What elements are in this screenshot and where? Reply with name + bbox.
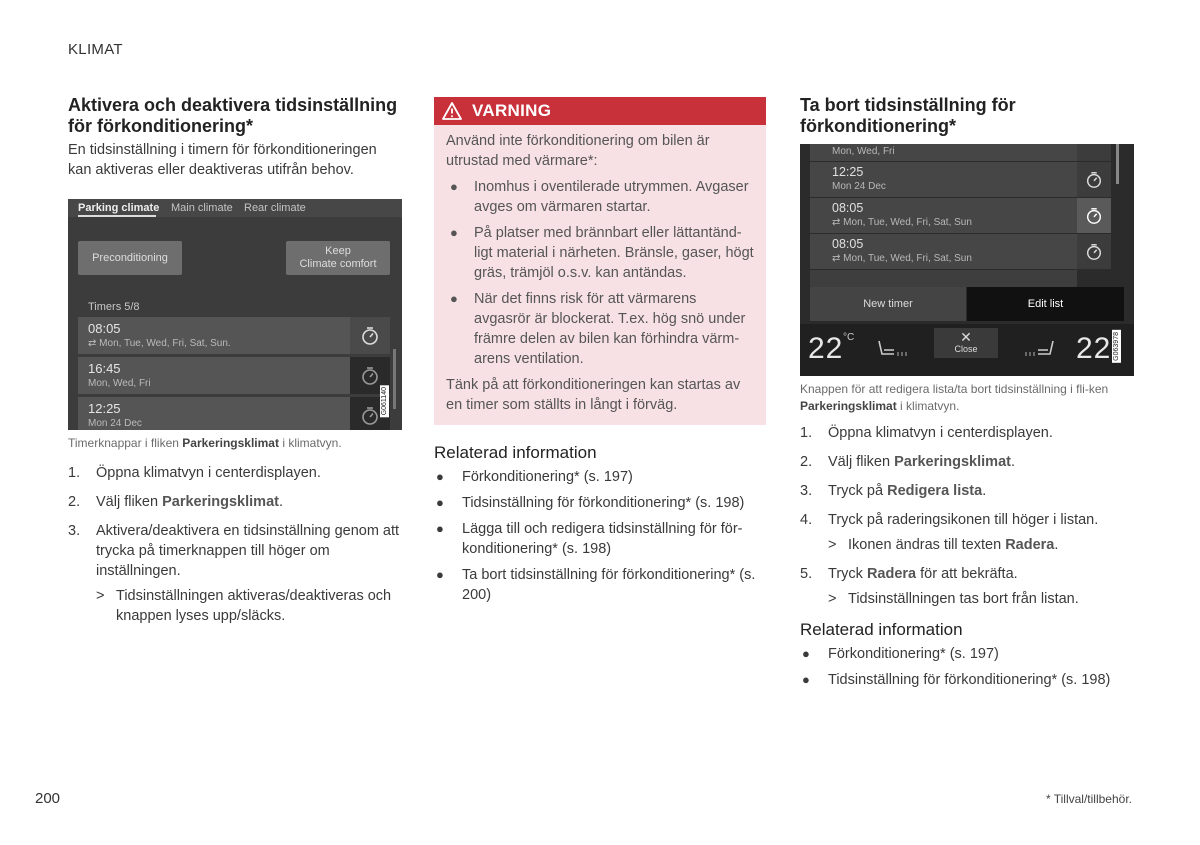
tab-parking-climate: Parking climate — [78, 202, 160, 214]
timer-days: Mon 24 Dec — [88, 418, 142, 429]
timer-row — [810, 144, 1077, 161]
related-link[interactable]: ● Förkonditionering* (s. 197) — [802, 646, 999, 662]
step-item: 3. Tryck på Redigera lista. — [800, 483, 987, 499]
tab-main-climate: Main climate — [171, 202, 233, 214]
timer-icon — [360, 406, 380, 426]
timer-icon — [1085, 243, 1103, 261]
timer-days: ⇄ Mon, Tue, Wed, Fri, Sat, Sun — [832, 253, 972, 264]
step-item: 3. Aktivera/deaktivera en tidsinställning genom att trycka på timerknappen till höger om inställningen. > Tidsinställningen aktiveras/deaktiveras och knappen lyses upp/släcks. — [68, 521, 402, 626]
related-link[interactable]: ● Lägga till och redigera tidsinställning för för-konditionering* (s. 198) — [436, 521, 743, 557]
close-icon: ✕ — [960, 329, 972, 345]
timer-icon — [360, 326, 380, 346]
keep-climate-button — [286, 241, 390, 275]
related-info-title: Relaterad information — [434, 443, 597, 462]
temp-unit: °C — [843, 332, 855, 343]
edit-list-screen-image — [800, 144, 1134, 376]
page-number: 200 — [35, 790, 61, 807]
climate-comfort-label: Climate comfort — [299, 258, 377, 270]
climate-bar — [800, 324, 1134, 376]
warning-bullet: ● På platser med brännbart eller lättantänd-ligt material i närheten. Bränsle, gaser, högt gräs, trämjöl o.s.v. kan antändas. — [450, 225, 754, 281]
related-info-list — [434, 467, 766, 605]
new-timer-button: New timer — [810, 287, 966, 321]
step-item: 1. Öppna klimatvyn i centerdisplayen. — [68, 465, 321, 481]
repeat-icon: ⇄ — [88, 338, 100, 349]
timer-icon — [360, 366, 380, 386]
left-column — [68, 95, 402, 635]
close-label: Close — [954, 344, 978, 354]
intro-text: En tidsinställning i timern för förkonditioneringen kan aktiveras eller deaktiveras utifrån behov. — [68, 142, 377, 178]
timer-days — [88, 338, 231, 349]
timers-count: Timers 5/8 — [88, 301, 140, 313]
timer-days: Mon, Wed, Fri — [832, 146, 895, 157]
timer-row — [810, 162, 1077, 197]
image-caption: Timerknappar i fliken Parkeringsklimat i klimatvyn. — [68, 436, 342, 450]
keep-label: Keep — [325, 245, 351, 257]
timer-days-text: Mon, Tue, Wed, Fri, Sat, Sun. — [99, 338, 231, 349]
related-link[interactable]: ● Förkonditionering* (s. 197) — [436, 469, 633, 485]
seat-heat-right-icon — [1020, 338, 1056, 360]
timer-time: 12:25 — [832, 165, 864, 179]
timer-days: ⇄ Mon, Tue, Wed, Fri, Sat, Sun — [832, 217, 972, 228]
related-link[interactable]: ● Tidsinställning för förkonditionering* (s. 198) — [802, 672, 1111, 688]
image-caption: Knappen för att redigera lista/ta bort tidsinställning i fli-ken Parkeringsklimat i klimatvyn. — [800, 382, 1109, 413]
scrollbar — [1116, 144, 1119, 184]
temp-right: 22 — [1076, 332, 1112, 365]
climate-tabs — [68, 199, 402, 217]
step-result: > Tidsinställningen aktiveras/deaktiveras och knappen lyses upp/släcks. — [96, 588, 392, 624]
timer-row — [78, 317, 350, 354]
step-result: > Tidsinställningen tas bort från listan. — [828, 591, 1079, 607]
temp-left: 22 — [808, 332, 844, 365]
middle-column — [434, 97, 766, 611]
timer-icon — [1085, 207, 1103, 225]
related-link[interactable]: ● Ta bort tidsinställning för förkonditionering* (s. 200) — [436, 567, 756, 603]
edit-list-button: Edit list — [967, 287, 1124, 321]
warning-triangle-icon — [442, 102, 462, 120]
timer-button — [1077, 198, 1111, 233]
warning-bullets — [446, 177, 754, 369]
timer-button — [1077, 162, 1111, 197]
timer-days: Mon, Wed, Fri — [88, 378, 151, 389]
timer-row — [810, 234, 1077, 269]
preconditioning-button: Preconditioning — [78, 241, 182, 275]
timer-time: 08:05 — [832, 201, 864, 215]
timer-days: Mon 24 Dec — [832, 181, 886, 192]
step-item: 4. Tryck på raderingsikonen till höger i listan. > Ikonen ändras till texten Radera. — [800, 510, 1134, 555]
timer-button — [1077, 234, 1111, 269]
repeat-icon: ⇄ — [832, 253, 844, 264]
seat-heat-left-icon — [876, 338, 912, 360]
related-info-title: Relaterad information — [800, 620, 963, 639]
image-code: G061140 — [381, 387, 388, 416]
timer-time: 16:45 — [88, 361, 121, 376]
warning-outro: Tänk på att förkonditioneringen kan startas av en timer som ställts in långt i förväg. — [446, 377, 741, 413]
related-link[interactable]: ● Tidsinställning för förkonditionering* (s. 198) — [436, 495, 745, 511]
related-info-list — [800, 644, 1134, 690]
warning-box — [434, 97, 766, 425]
warning-bullet: ● När det finns risk för att värmarens avgasrör är blockerat. T.ex. hög snö under främre delen av bilen kan förhindra värm-arens ventilation. — [450, 291, 746, 367]
timer-row — [810, 198, 1077, 233]
tab-underline — [78, 215, 156, 217]
warning-bullet: ● Inomhus i oventilerade utrymmen. Avgaser avges om värmaren startar. — [450, 179, 749, 215]
steps-list — [68, 463, 402, 626]
timer-button — [1077, 144, 1111, 161]
timer-time: 08:05 — [88, 321, 121, 336]
section-title-delete: Ta bort tidsinställning för förkonditionering* — [800, 95, 1016, 136]
warning-content — [434, 125, 766, 425]
close-button — [934, 328, 998, 358]
image-code: G063978 — [1113, 332, 1120, 361]
timer-icon — [1085, 171, 1103, 189]
timer-button — [350, 317, 390, 354]
timer-time: 08:05 — [832, 237, 864, 251]
step-result: > Ikonen ändras till texten Radera. — [828, 537, 1059, 553]
repeat-icon: ⇄ — [832, 217, 844, 228]
scrollbar — [393, 349, 396, 409]
footnote: * Tillval/tillbehör. — [1045, 792, 1132, 806]
warning-header — [434, 97, 766, 125]
timer-time: 12:25 — [88, 401, 121, 416]
right-column — [800, 95, 1134, 696]
warning-title: VARNING — [472, 101, 552, 120]
timer-row — [78, 357, 350, 394]
step-item: 2. Välj fliken Parkeringsklimat. — [800, 454, 1015, 470]
step-item: 1. Öppna klimatvyn i centerdisplayen. — [800, 425, 1053, 441]
timer-row — [78, 397, 350, 430]
step-item: 2. Välj fliken Parkeringsklimat. — [68, 494, 283, 510]
section-title-activate: Aktivera och deaktivera tidsinställning för förkonditionering* — [68, 95, 398, 136]
tab-rear-climate: Rear climate — [244, 202, 306, 214]
step-item: 5. Tryck Radera för att bekräfta. > Tidsinställningen tas bort från listan. — [800, 564, 1134, 609]
warning-intro: Använd inte förkonditionering om bilen är utrustad med värmare*: — [446, 133, 710, 169]
section-header: KLIMAT — [68, 41, 123, 58]
timer-row-faded — [810, 270, 1077, 287]
timer-screen-image — [68, 199, 402, 430]
steps-list — [800, 423, 1134, 609]
